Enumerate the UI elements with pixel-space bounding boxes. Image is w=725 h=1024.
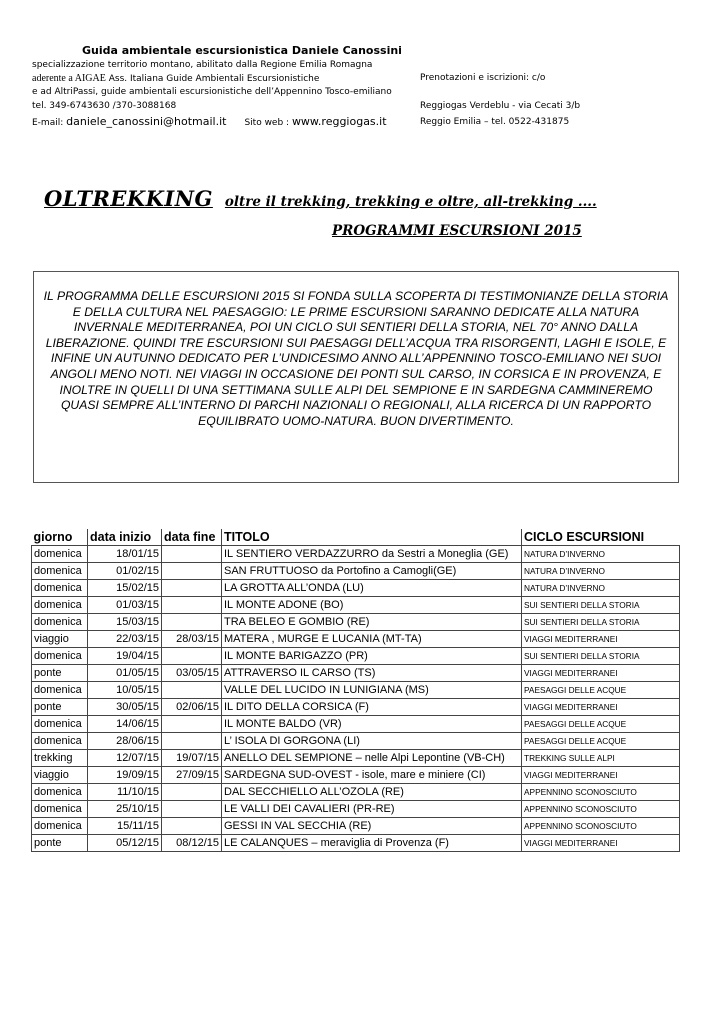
cell-end-date: 28/03/15 [162,631,222,648]
table-row [32,580,680,597]
cell-title: TRA BELEO E GOMBIO (RE) [222,614,522,631]
email-link[interactable]: daniele_canossini@hotmail.it [66,115,227,128]
bookings-city: Reggio Emilia – tel. 0522-431875 [420,117,570,127]
cell-cycle: NATURA D’INVERNO [522,546,680,563]
cell-day: domenica [32,733,88,750]
cell-cycle: PAESAGGI DELLE ACQUE [522,682,680,699]
table-row [32,546,680,563]
cell-day: domenica [32,801,88,818]
table-row [32,665,680,682]
cell-cycle: APPENNINO SCONOSCIUTO [522,801,680,818]
cell-cycle: VIAGGI MEDITERRANEI [522,665,680,682]
cell-start-date: 25/10/15 [88,801,162,818]
cell-start-date: 05/12/15 [88,835,162,852]
title-tagline: oltre il trekking, trekking e oltre, all-trekking .... [224,194,597,210]
intro-text: IL PROGRAMMA DELLE ESCURSIONI 2015 SI FONDA SULLA SCOPERTA DI TESTIMONIANZE DELLA STORIA E DELLA CULTURA NEL PAESAGGIO: LE PRIME ESCURSIONI SARANNO DEDICATE ALLA NATURA INVERNALE MEDITERRANEA, POI UN CICLO SUI SENTIERI DELLA STORIA, NEL 70° ANNO DALLA LIBERAZIONE. QUINDI TRE ESCURSIONI SUI PAESAGGI DELL’ACQUA TRA RISORGENTI, LAGHI E ISOLE, E INFINE UN AUTUNNO DEDICATO PER L’UNDICESIMO ANNO ALL’APPENNINO TOSCO-EMILIANO NEI SUOI ANGOLI MENO NOTI. NEI VIAGGI IN OCCASIONE DEI PONTI SUL CARSO, IN CORSICA E IN PROVENZA, E INOLTRE IN QUELLI DI UNA SETTIMANA SULLE ALPI DEL SEMPIONE E IN SARDEGNA CAMMINEREMO QUASI SEMPRE ALL’INTERNO DI PARCHI NAZIONALI O REGIONALI, ALLA RICERCA DI UN RAPPORTO EQUILIBRATO UOMO-NATURA. BUON DIVERTIMENTO. [43,289,669,428]
cell-cycle: VIAGGI MEDITERRANEI [522,835,680,852]
cell-cycle: APPENNINO SCONOSCIUTO [522,818,680,835]
cell-start-date: 19/09/15 [88,767,162,784]
cell-cycle: VIAGGI MEDITERRANEI [522,699,680,716]
schedule-table [31,529,680,852]
altripassi-line: e ad AltriPassi, guide ambientali escursionistiche dell’Appennino Tosco-emiliano [32,87,392,97]
header-day: giorno [32,529,88,546]
cell-start-date: 12/07/15 [88,750,162,767]
cell-end-date [162,614,222,631]
cell-end-date [162,784,222,801]
cell-end-date: 08/12/15 [162,835,222,852]
table-row [32,648,680,665]
cell-start-date: 15/02/15 [88,580,162,597]
table-row [32,563,680,580]
cell-day: ponte [32,699,88,716]
cell-end-date [162,563,222,580]
cell-end-date [162,580,222,597]
cell-start-date: 15/03/15 [88,614,162,631]
cell-title: LE VALLI DEI CAVALIERI (PR-RE) [222,801,522,818]
cell-cycle: PAESAGGI DELLE ACQUE [522,733,680,750]
cell-end-date: 19/07/15 [162,750,222,767]
cell-cycle: PAESAGGI DELLE ACQUE [522,716,680,733]
cell-end-date [162,801,222,818]
cell-title: VALLE DEL LUCIDO IN LUNIGIANA (MS) [222,682,522,699]
cell-cycle: NATURA D’INVERNO [522,580,680,597]
cell-end-date [162,818,222,835]
specialization-line: specializzazione territorio montano, abilitato dalla Regione Emilia Romagna [32,60,373,70]
title-main: OLTREKKING [44,186,213,211]
cell-day: domenica [32,614,88,631]
cell-cycle: SUI SENTIERI DELLA STORIA [522,614,680,631]
cell-day: viaggio [32,767,88,784]
cell-start-date: 01/02/15 [88,563,162,580]
cell-title: IL MONTE BARIGAZZO (PR) [222,648,522,665]
table-body [32,546,680,852]
cell-title: IL DITO DELLA CORSICA (F) [222,699,522,716]
cell-day: trekking [32,750,88,767]
aigae-desc: Ass. Italiana Guide Ambientali Escursionistiche [105,74,320,84]
association-line [32,73,319,84]
cell-end-date [162,546,222,563]
cell-end-date: 02/06/15 [162,699,222,716]
cell-day: domenica [32,818,88,835]
contact-line [32,115,387,128]
cell-title: LA GROTTA ALL’ONDA (LU) [222,580,522,597]
cell-start-date: 22/03/15 [88,631,162,648]
table-row [32,835,680,852]
cell-end-date: 27/09/15 [162,767,222,784]
table-row [32,716,680,733]
cell-day: ponte [32,665,88,682]
cell-cycle: VIAGGI MEDITERRANEI [522,767,680,784]
aigae-label: aderente a AIGAE [32,73,106,84]
website-link[interactable]: www.reggiogas.it [291,115,387,128]
cell-end-date [162,597,222,614]
site-label: Sito web : [244,118,292,128]
cell-day: domenica [32,546,88,563]
cell-day: domenica [32,682,88,699]
cell-start-date: 30/05/15 [88,699,162,716]
header-start-date: data inizio [88,529,162,546]
cell-day: ponte [32,835,88,852]
cell-start-date: 28/06/15 [88,733,162,750]
table-row [32,597,680,614]
cell-day: domenica [32,716,88,733]
cell-start-date: 19/04/15 [88,648,162,665]
cell-title: ATTRAVERSO IL CARSO (TS) [222,665,522,682]
cell-title: ANELLO DEL SEMPIONE – nelle Alpi Lepontine (VB-CH) [222,750,522,767]
table-row [32,750,680,767]
header-title: TITOLO [222,529,522,546]
cell-cycle: TREKKING SULLE ALPI [522,750,680,767]
program-title: PROGRAMMI ESCURSIONI 2015 [332,223,582,239]
cell-start-date: 15/11/15 [88,818,162,835]
cell-cycle: NATURA D’INVERNO [522,563,680,580]
cell-cycle: VIAGGI MEDITERRANEI [522,631,680,648]
table-row [32,614,680,631]
table-row [32,784,680,801]
cell-title: MATERA , MURGE E LUCANIA (MT-TA) [222,631,522,648]
cell-end-date [162,648,222,665]
cell-title: SAN FRUTTUOSO da Portofino a Camogli(GE) [222,563,522,580]
table-row [32,818,680,835]
cell-title: IL MONTE BALDO (VR) [222,716,522,733]
table-row [32,801,680,818]
cell-start-date: 14/06/15 [88,716,162,733]
cell-cycle: SUI SENTIERI DELLA STORIA [522,597,680,614]
cell-title: L’ ISOLA DI GORGONA (LI) [222,733,522,750]
cell-day: domenica [32,648,88,665]
cell-end-date [162,682,222,699]
cell-day: domenica [32,580,88,597]
table-header-row [32,529,680,546]
cell-day: domenica [32,563,88,580]
table-row [32,699,680,716]
cell-cycle: APPENNINO SCONOSCIUTO [522,784,680,801]
cell-cycle: SUI SENTIERI DELLA STORIA [522,648,680,665]
cell-start-date: 18/01/15 [88,546,162,563]
guide-name: Guida ambientale escursionistica Daniele Canossini [82,44,402,57]
bookings-label: Prenotazioni e iscrizioni: c/o [420,73,546,83]
cell-start-date: 01/05/15 [88,665,162,682]
cell-end-date [162,733,222,750]
cell-title: GESSI IN VAL SECCHIA (RE) [222,818,522,835]
cell-title: DAL SECCHIELLO ALL’OZOLA (RE) [222,784,522,801]
table-row [32,767,680,784]
table-row [32,682,680,699]
cell-title: SARDEGNA SUD-OVEST - isole, mare e miniere (CI) [222,767,522,784]
cell-day: domenica [32,784,88,801]
cell-start-date: 10/05/15 [88,682,162,699]
intro-box [33,271,679,483]
header-end-date: data fine [162,529,222,546]
cell-title: IL MONTE ADONE (BO) [222,597,522,614]
cell-start-date: 11/10/15 [88,784,162,801]
cell-day: domenica [32,597,88,614]
cell-title: LE CALANQUES – meraviglia di Provenza (F) [222,835,522,852]
cell-day: viaggio [32,631,88,648]
document-title [44,186,597,211]
phone-line: tel. 349-6743630 /370-3088168 [32,101,177,111]
cell-title: IL SENTIERO VERDAZZURRO da Sestri a Moneglia (GE) [222,546,522,563]
cell-end-date: 03/05/15 [162,665,222,682]
table-row [32,631,680,648]
cell-end-date [162,716,222,733]
cell-start-date: 01/03/15 [88,597,162,614]
bookings-place: Reggiogas Verdeblu - via Cecati 3/b [420,101,581,111]
header-cycle: CICLO ESCURSIONI [522,529,680,546]
table-row [32,733,680,750]
email-label: E-mail: [32,118,67,128]
